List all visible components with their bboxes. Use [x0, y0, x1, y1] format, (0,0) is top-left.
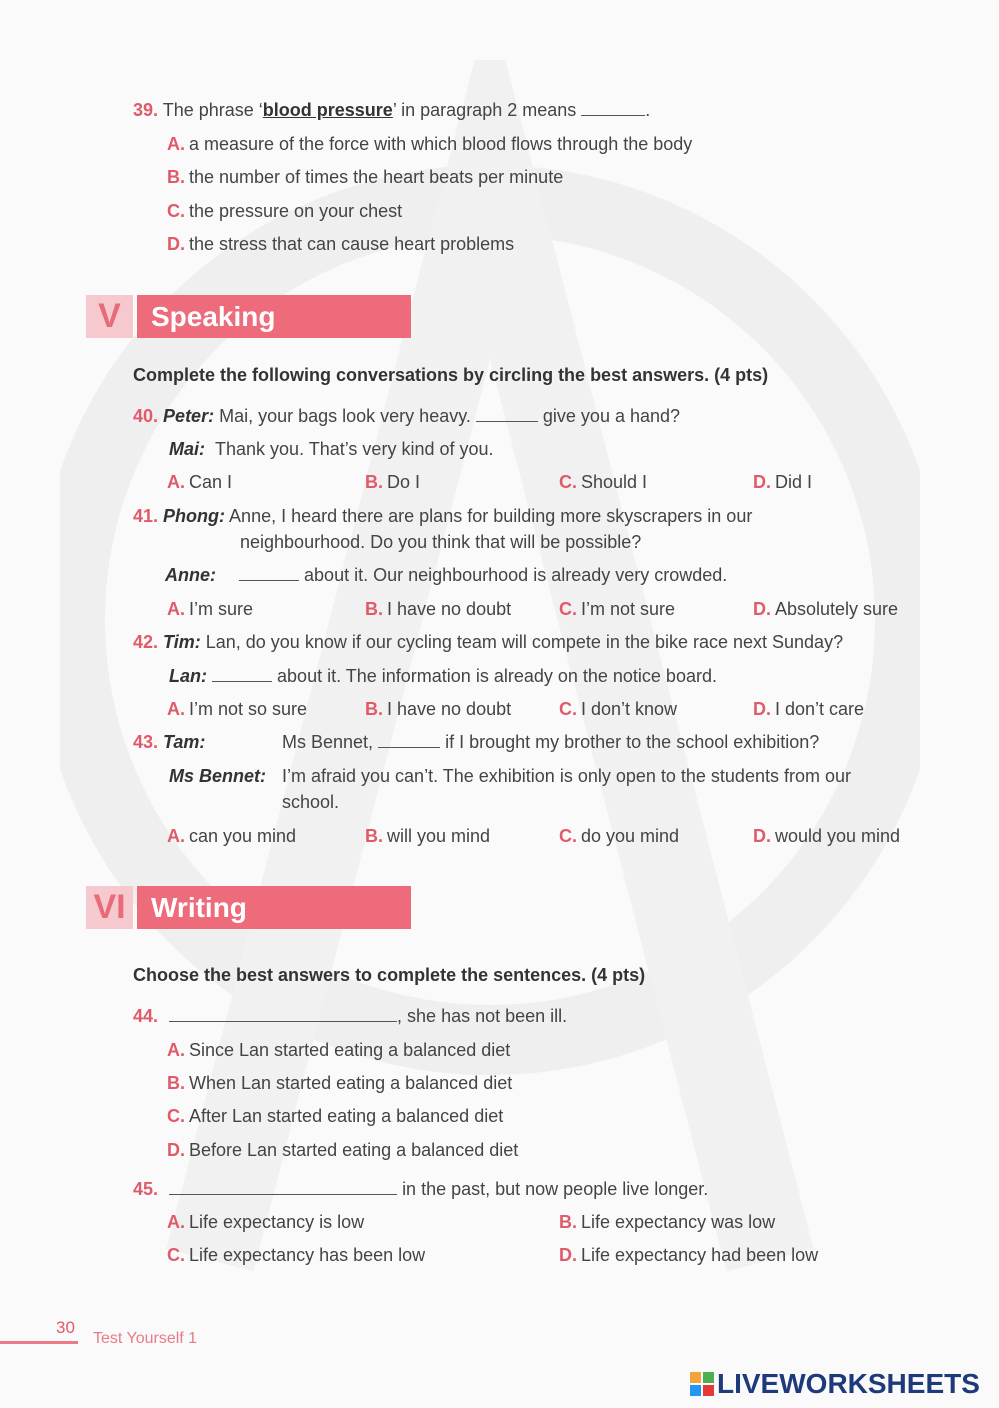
question-43-line2b: school. — [282, 792, 340, 812]
section-numeral-v: V — [86, 295, 133, 338]
q45-option-c[interactable]: C. Life expectancy has been low — [167, 1245, 426, 1265]
q40-option-c[interactable]: C. Should I — [559, 472, 648, 492]
question-40-line1: 40. Peter: Mai, your bags look very heavy. give you a hand? — [133, 406, 681, 426]
question-43-line1: 43. Tam: — [133, 732, 206, 752]
answer-blank[interactable] — [239, 568, 299, 581]
writing-instruction: Choose the best answers to complete the sentences. (4 pts) — [133, 965, 646, 985]
q45-option-b[interactable]: B. Life expectancy was low — [559, 1212, 776, 1232]
q41-option-c[interactable]: C. I’m not sure — [559, 599, 676, 619]
question-40-line2: Mai: Thank you. That’s very kind of you. — [169, 439, 494, 459]
question-42-line1: 42. Tim: Lan, do you know if our cycling team will compete in the bike race next Sunday? — [133, 632, 844, 652]
q43-option-b[interactable]: B. will you mind — [365, 826, 491, 846]
q40-option-d[interactable]: D. Did I — [753, 472, 813, 492]
footer-label: Test Yourself 1 — [93, 1330, 198, 1347]
section-numeral-vi: VI — [86, 886, 133, 929]
q44-option-b[interactable]: B. When Lan started eating a balanced diet — [167, 1073, 513, 1093]
question-43-speaker2: Ms Bennet: — [169, 766, 267, 786]
footer-rule — [0, 1341, 78, 1344]
question-number: 39. — [133, 100, 159, 120]
question-43-line2a: I’m afraid you can’t. The exhibition is only open to the students from our — [282, 766, 851, 786]
q39-option-a[interactable]: A. a measure of the force with which blood flows through the body — [167, 134, 693, 154]
speaking-instruction: Complete the following conversations by circling the best answers. (4 pts) — [133, 365, 769, 385]
q40-option-b[interactable]: B. Do I — [365, 472, 421, 492]
question-39-stem: 39. The phrase ‘blood pressure’ in paragraph 2 means . — [133, 100, 651, 120]
q39-option-b[interactable]: B. the number of times the heart beats per minute — [167, 167, 564, 187]
q42-option-d[interactable]: D. I don’t care — [753, 699, 865, 719]
q39-option-d[interactable]: D. the stress that can cause heart problems — [167, 234, 515, 254]
q45-option-a[interactable]: A. Life expectancy is low — [167, 1212, 365, 1232]
q42-option-b[interactable]: B. I have no doubt — [365, 699, 512, 719]
question-45-stem: 45. in the past, but now people live longer. — [133, 1179, 709, 1199]
question-42-line2: Lan: about it. The information is already on the notice board. — [169, 666, 717, 686]
liveworksheets-logo[interactable]: LIVEWORKSHEETS — [690, 1368, 980, 1400]
q45-option-d[interactable]: D. Life expectancy had been low — [559, 1245, 819, 1265]
q44-option-d[interactable]: D. Before Lan started eating a balanced diet — [167, 1140, 519, 1160]
grid-logo-icon — [690, 1372, 714, 1396]
highlighted-phrase: blood pressure — [262, 100, 393, 120]
question-43-line1-text: Ms Bennet, if I brought my brother to the school exhibition? — [282, 732, 820, 752]
answer-blank[interactable] — [169, 1009, 397, 1022]
q41-option-a[interactable]: A. I’m sure — [167, 599, 254, 619]
q42-option-a[interactable]: A. I’m not so sure — [167, 699, 308, 719]
answer-blank[interactable] — [169, 1182, 397, 1195]
page-number: 30 — [56, 1318, 75, 1337]
question-41-line2: Anne: about it. Our neighbourhood is already very crowded. — [165, 565, 728, 585]
q39-option-c[interactable]: C. the pressure on your chest — [167, 201, 403, 221]
q40-option-a[interactable]: A. Can I — [167, 472, 233, 492]
q44-option-c[interactable]: C. After Lan started eating a balanced diet — [167, 1106, 504, 1126]
q42-option-c[interactable]: C. I don’t know — [559, 699, 678, 719]
question-41-line1b: neighbourhood. Do you think that will be possible? — [240, 532, 642, 552]
answer-blank[interactable] — [581, 103, 645, 116]
answer-blank[interactable] — [212, 669, 272, 682]
question-44-stem: 44. , she has not been ill. — [133, 1006, 568, 1026]
question-41-line1: 41. Phong: Anne, I heard there are plans for building more skyscrapers in our — [133, 506, 753, 526]
q41-option-b[interactable]: B. I have no doubt — [365, 599, 512, 619]
q43-option-c[interactable]: C. do you mind — [559, 826, 680, 846]
answer-blank[interactable] — [378, 735, 440, 748]
q43-option-d[interactable]: D. would you mind — [753, 826, 901, 846]
q41-option-d[interactable]: D. Absolutely sure — [753, 599, 899, 619]
q43-option-a[interactable]: A. can you mind — [167, 826, 297, 846]
section-title-speaking: Speaking — [137, 295, 411, 338]
section-title-writing: Writing — [137, 886, 411, 929]
answer-blank[interactable] — [476, 409, 538, 422]
q44-option-a[interactable]: A. Since Lan started eating a balanced diet — [167, 1040, 511, 1060]
